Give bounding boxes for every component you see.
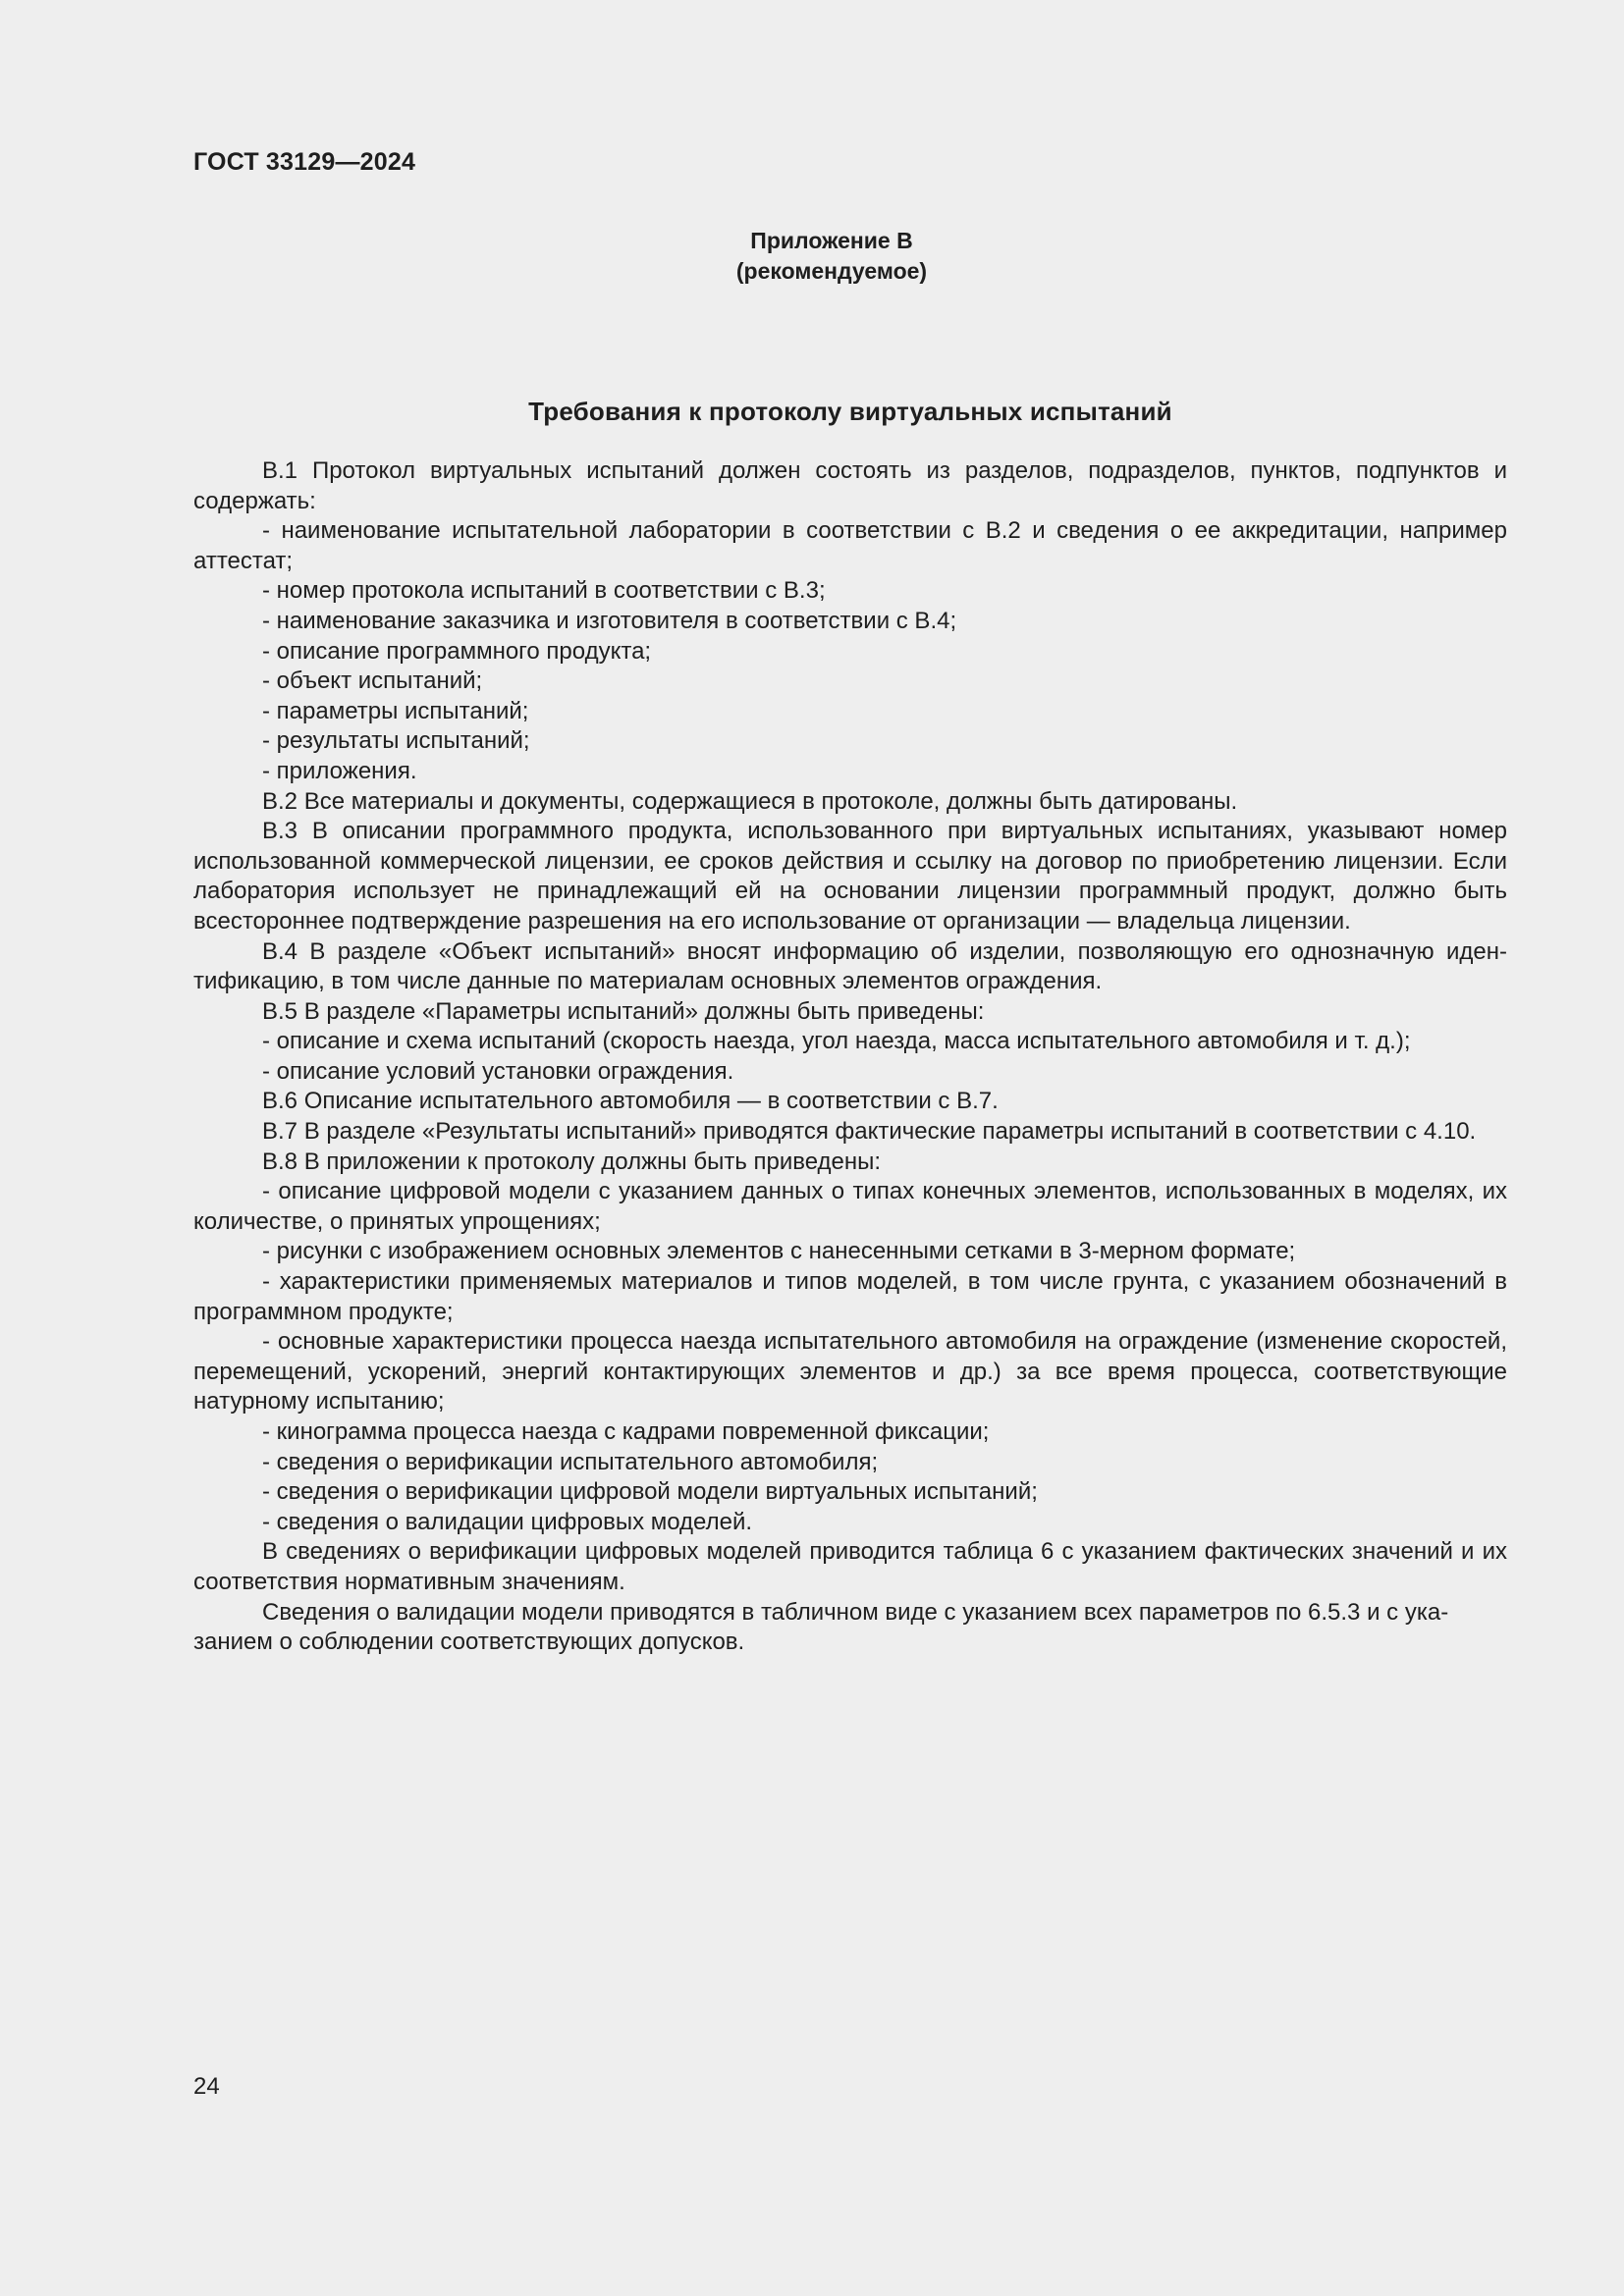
list-item: - характеристики применяемых материалов и типов моделей, в том числе грунта, с указанием обозначений в программном продукте;: [193, 1268, 1507, 1325]
list-item: - номер протокола испытаний в соответствии с В.3;: [262, 577, 826, 605]
document-body: [193, 456, 1507, 1658]
list-item: - объект испытаний;: [262, 667, 483, 695]
list-item: - описание программного продукта;: [262, 637, 652, 665]
paragraph-b4: В.4 В разделе «Объект испытаний» вносят информацию об изделии, позволяющую его однозначную идентификацию, в том числе данные по материалам основных элементов ограждения.: [193, 937, 1507, 995]
paragraph-b8: В.8 В приложении к протоколу должны быть приведены:: [262, 1148, 882, 1175]
list-item: - сведения о верификации испытательного автомобиля;: [262, 1448, 879, 1475]
paragraph-b7: В.7 В разделе «Результаты испытаний» приводятся фактические параметры испытаний в соответствии с 4.10.: [262, 1118, 1477, 1146]
list-item: - результаты испытаний;: [262, 727, 530, 755]
list-item: - описание цифровой модели с указанием данных о типах конечных элементов, использованных в моделях, их количестве, о принятых упрощениях;: [193, 1178, 1507, 1235]
list-item: - кинограмма процесса наезда с кадрами повременной фиксации;: [262, 1418, 990, 1445]
section-title: Требования к протоколу виртуальных испытаний: [528, 397, 1172, 426]
paragraph-verification-note: В сведениях о верификации цифровых моделей приводится таблица 6 с указанием фактических значений и их соответствия нормативным значениям.: [193, 1538, 1507, 1595]
document-code-header: ГОСТ 33129—2024: [193, 148, 416, 176]
list-item: - сведения о валидации цифровых моделей.: [262, 1508, 753, 1535]
list-item: - описание и схема испытаний (скорость наезда, угол наезда, масса испытательного автомобиля и т. д.);: [262, 1028, 1411, 1055]
page-number: 24: [193, 2073, 220, 2100]
paragraph-b5: В.5 В разделе «Параметры испытаний» должны быть приведены:: [262, 997, 985, 1025]
appendix-status: (рекомендуемое): [735, 258, 928, 284]
list-item: - рисунки с изображением основных элементов с нанесенными сетками в 3-мерном формате;: [262, 1238, 1296, 1265]
list-item: - основные характеристики процесса наезда испытательного автомобиля на ограждение (изменение скоростей, перемещений, ускорений, энергий контактирующих элементов и др.) за все время процесса, соответствующие натурному испытанию;: [193, 1328, 1507, 1415]
list-item: - наименование испытательной лаборатории в соответствии с В.2 и сведения о ее аккредитации, например аттестат;: [193, 517, 1507, 574]
appendix-heading: [0, 226, 1624, 287]
list-item: - описание условий установки ограждения.: [262, 1057, 734, 1085]
list-item: - параметры испытаний;: [262, 697, 529, 724]
paragraph-b2: В.2 Все материалы и документы, содержащиеся в протоколе, должны быть датированы.: [262, 787, 1238, 815]
paragraph-b6: В.6 Описание испытательного автомобиля — в соответствии с В.7.: [262, 1088, 999, 1115]
list-item: - наименование заказчика и изготовителя в соответствии с В.4;: [262, 607, 957, 634]
list-item: - сведения о верификации цифровой модели виртуальных испытаний;: [262, 1478, 1038, 1506]
paragraph-b3: В.3 В описании программного продукта, использованного при виртуальных испытаниях, указывают номер использованной коммерческой лицензии, ее сроков действия и ссылку на договор по приобретению лицензии. Если лаборатория использует не принадлежащий ей на основании лицензии программный продукт, должно быть всестороннее подтверждение разрешения на его использование от организации — владельца лицензии.: [193, 818, 1507, 934]
list-item: - приложения.: [262, 757, 417, 784]
appendix-title: Приложение В: [750, 228, 913, 253]
paragraph-validation-note: Сведения о валидации модели приводятся в табличном виде с указанием всех параметров по 6.5.3 и с указанием о соблюдении соответствующих допусков.: [193, 1598, 1449, 1656]
paragraph-b1: В.1 Протокол виртуальных испытаний должен состоять из разделов, подразделов, пунктов, подпунктов и содержать:: [193, 457, 1507, 514]
